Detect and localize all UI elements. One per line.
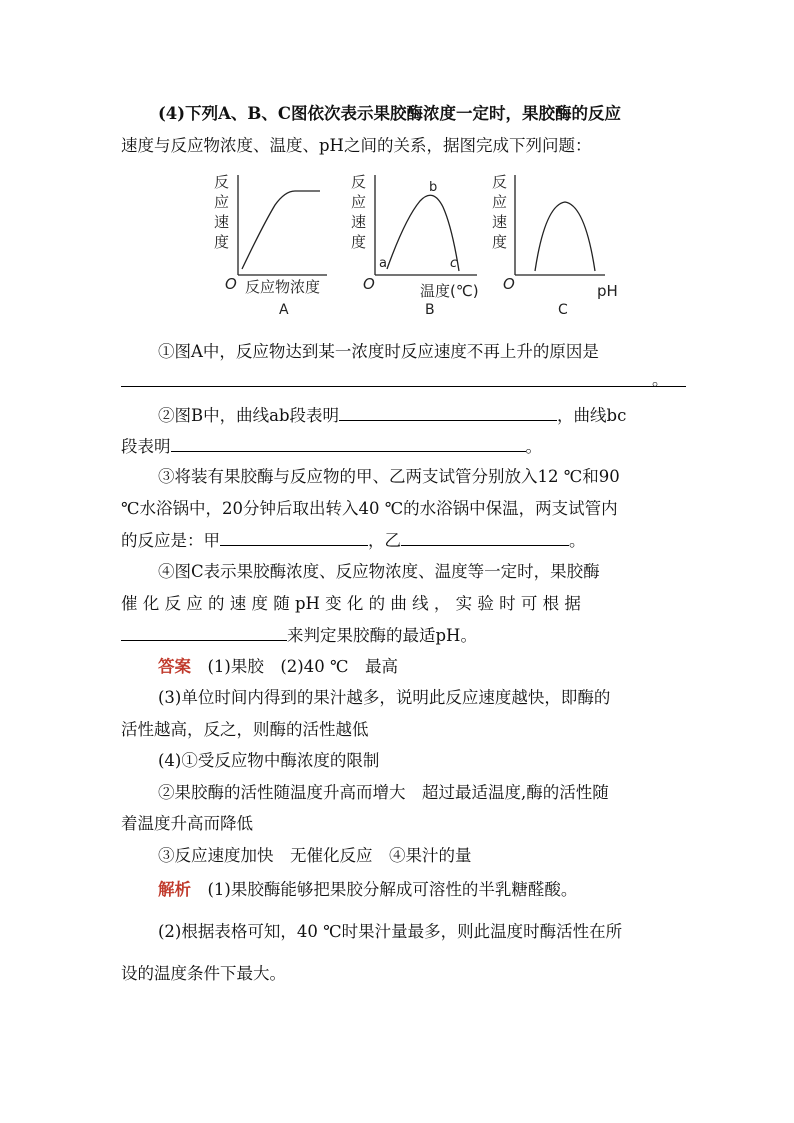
analysis-text-1: (1)果胶酶能够把果胶分解成可溶性的半乳糖醛酸。 <box>207 880 578 899</box>
graph-c <box>492 173 618 318</box>
answer-line5: ②果胶酶的活性随温度升高而增大 超过最适温度,酶的活性随 <box>158 783 609 802</box>
graph-b-ylabel-3: 速 <box>351 213 367 231</box>
graph-b-point-b: b <box>429 180 438 195</box>
answer-label: 答案 <box>158 657 191 676</box>
answer-line4: (4)①受反应物中酶浓度的限制 <box>158 751 380 770</box>
answer-text-1: (1)果胶 (2)40 ℃ 最高 <box>207 657 398 676</box>
graph-a <box>214 173 327 318</box>
q4-sub3-period: 。 <box>569 531 586 550</box>
q4-sub4-blank[interactable] <box>121 624 287 641</box>
graph-c-origin: O <box>503 275 515 293</box>
q4-sub2-period: 。 <box>525 437 542 456</box>
graph-a-origin: O <box>225 275 237 293</box>
graph-b <box>351 173 479 318</box>
q4-sub2-blank-bc[interactable] <box>171 435 526 452</box>
analysis-line2: (2)根据表格可知，40 ℃时果汁量最多，则此温度时酶活性在所 <box>158 922 623 941</box>
graph-a-caption: A <box>279 302 289 318</box>
q4-sub2-line2 <box>121 433 542 457</box>
graph-c-ylabel-2: 应 <box>492 193 508 211</box>
q4-sub4-line2: 催 化 反 应 的 速 度 随 pH 变 化 的 曲 线 ， 实 验 时 可 根 据 <box>121 594 581 613</box>
q4-sub4-line3 <box>121 622 477 646</box>
q4-intro-line1: (4)下列A、B、C图依次表示果胶酶浓度一定时，果胶酶的反应 <box>158 104 621 123</box>
q4-sub3-line3 <box>121 527 586 551</box>
answer-line3: 活性越高，反之，则酶的活性越低 <box>121 720 369 739</box>
q4-sub4-text: 来判定果胶酶的最适pH。 <box>287 626 477 645</box>
q4-sub2-text-a: ②图B中，曲线ab段表明 <box>158 406 340 425</box>
q4-sub1-answer-blank[interactable] <box>121 386 686 387</box>
graph-a-ylabel-3: 速 <box>214 213 230 231</box>
graph-b-xlabel: 温度(℃) <box>420 282 479 300</box>
graph-c-ylabel-1: 反 <box>492 173 508 191</box>
graph-c-caption: C <box>558 302 568 318</box>
q4-sub1: ①图A中，反应物达到某一浓度时反应速度不再上升的原因是 <box>158 342 599 361</box>
q4-sub2-blank-ab[interactable] <box>339 404 557 421</box>
graph-c-ylabel-4: 度 <box>492 233 508 251</box>
q4-sub3-blank-yi[interactable] <box>401 529 569 546</box>
q4-sub3-line1: ③将装有果胶酶与反应物的甲、乙两支试管分别放入12 ℃和90 <box>158 467 620 486</box>
q4-sub3-text-a: 的反应是：甲 <box>121 531 220 550</box>
graph-c-ylabel-3: 速 <box>492 213 508 231</box>
q4-intro-line2: 速度与反应物浓度、温度、pH之间的关系，据图完成下列问题： <box>121 136 592 155</box>
q4-sub2-line1 <box>158 402 626 426</box>
graph-b-ylabel-4: 度 <box>351 233 367 251</box>
graph-b-caption: B <box>425 302 435 318</box>
graph-a-ylabel-1: 反 <box>214 173 230 191</box>
graph-a-ylabel-4: 度 <box>214 233 230 251</box>
graph-b-origin: O <box>363 275 375 293</box>
graph-b-ylabel-2: 应 <box>351 193 367 211</box>
q4-sub2-text-c: 段表明 <box>121 437 171 456</box>
answer-line6: 着温度升高而降低 <box>121 814 253 833</box>
q4-sub4-line1: ④图C表示果胶酶浓度、反应物浓度、温度等一定时，果胶酶 <box>158 562 600 581</box>
graph-b-ylabel-1: 反 <box>351 173 367 191</box>
graph-a-xlabel: 反应物浓度 <box>245 278 321 296</box>
q4-sub1-period: 。 <box>652 370 669 389</box>
q4-sub3-blank-jia[interactable] <box>220 529 368 546</box>
graph-a-ylabel-2: 应 <box>214 193 230 211</box>
graph-b-point-c: c <box>450 256 458 271</box>
graph-c-xlabel: pH <box>597 282 618 300</box>
figure-abc <box>205 165 635 325</box>
graph-b-point-a: a <box>379 256 387 271</box>
analysis-line3: 设的温度条件下最大。 <box>121 964 286 983</box>
q4-sub2-text-b: ，曲线bc <box>557 406 627 425</box>
answer-line1 <box>158 653 398 677</box>
answer-line2: (3)单位时间内得到的果汁越多，说明此反应速度越快，即酶的 <box>158 688 611 707</box>
q4-sub3-text-b: ，乙 <box>368 531 401 550</box>
analysis-line1 <box>158 876 577 900</box>
q4-sub3-line2: ℃水浴锅中，20分钟后取出转入40 ℃的水浴锅中保温，两支试管内 <box>121 499 618 518</box>
answer-line7: ③反应速度加快 无催化反应 ④果汁的量 <box>158 846 472 865</box>
analysis-label: 解析 <box>158 880 191 899</box>
